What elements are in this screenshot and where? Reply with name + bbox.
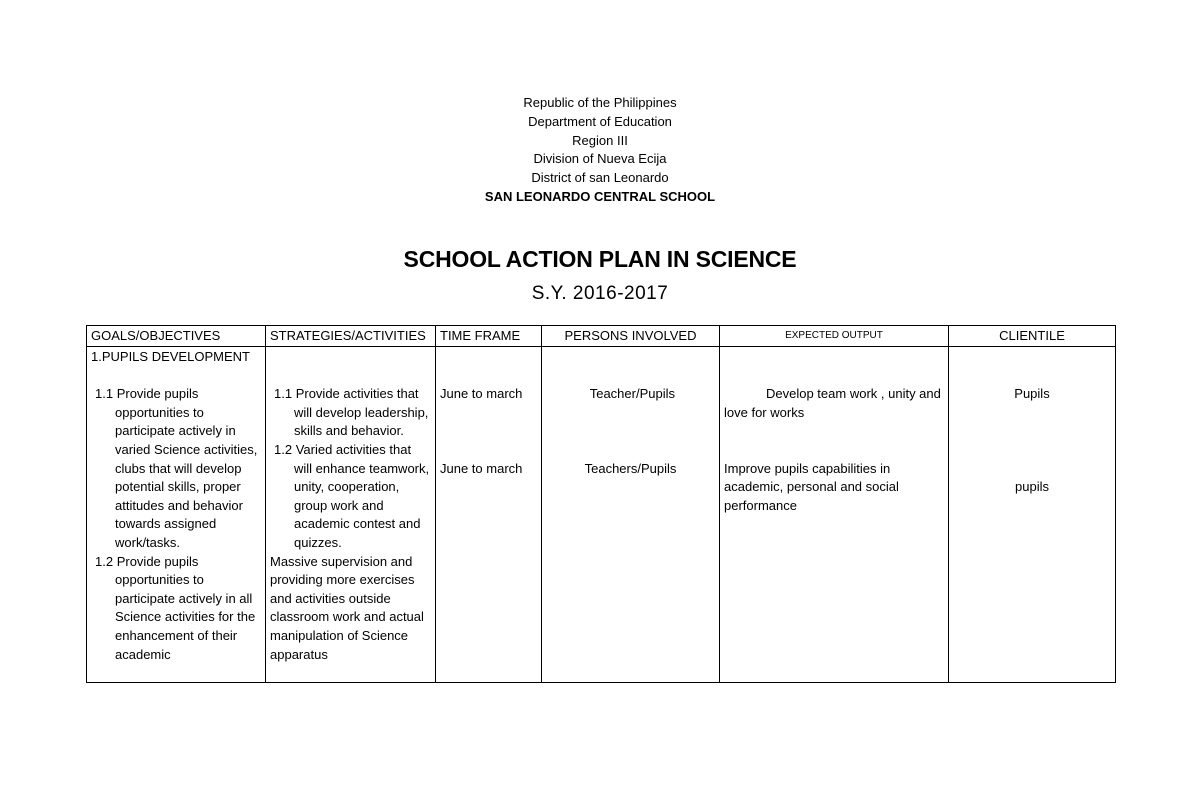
strategy-item-text: Provide activities that will develop leadership, skills and behavior. — [294, 386, 429, 439]
section-heading: 1.PUPILS DEVELOPMENT — [91, 349, 250, 364]
persons-value: Teachers/Pupils — [584, 460, 677, 476]
goal-item-number: 1.1 — [95, 386, 114, 402]
expected-output-value: Improve pupils capabilities in academic, personal and social performance — [724, 460, 899, 513]
goals-cell — [87, 347, 266, 683]
column-header-time-frame: TIME FRAME — [436, 326, 542, 347]
expected-output-cell — [720, 347, 949, 683]
document-header — [0, 94, 1200, 207]
goal-item-text: Provide pupils opportunities to participate actively in varied Science activities, clubs that will develop potential skills, proper attitudes and behavior towards assigned work/tasks. — [115, 386, 258, 550]
header-line: Department of Education — [528, 113, 672, 129]
time-frame-value: June to march — [440, 460, 523, 476]
clientele-value: Pupils — [1014, 386, 1050, 402]
strategy-item-number: 1.2 — [274, 441, 293, 457]
persons-cell — [542, 347, 720, 683]
column-header-goals: GOALS/OBJECTIVES — [87, 326, 266, 347]
strategy-extra: Massive supervision and providing more exercises and activities outside classroom work and actual manipulation of Science apparatus — [270, 553, 424, 662]
table-row — [87, 347, 1116, 683]
action-plan-table — [86, 325, 1116, 683]
strategy-item — [270, 441, 431, 553]
header-line: Division of Nueva Ecija — [533, 151, 667, 167]
school-year: S.Y. 2016-2017 — [531, 283, 669, 304]
time-frame-cell — [436, 347, 542, 683]
time-frame-value: June to march — [440, 386, 523, 402]
column-header-clientele: CLIENTILE — [949, 326, 1116, 347]
expected-output-value: Develop team work , unity and love for works — [724, 386, 941, 420]
column-header-persons: PERSONS INVOLVED — [542, 326, 720, 347]
table-header-row — [87, 326, 1116, 347]
school-name: SAN LEONARDO CENTRAL SCHOOL — [484, 188, 716, 204]
clientele-cell — [949, 347, 1116, 683]
column-header-strategies: STRATEGIES/ACTIVITIES — [266, 326, 436, 347]
header-line: Republic of the Philippines — [523, 95, 677, 110]
goal-item-text: Provide pupils opportunities to participate actively in all Science activities for the enhancement of their academic — [115, 553, 256, 662]
persons-value: Teacher/Pupils — [589, 386, 675, 402]
goal-item — [91, 553, 261, 665]
strategy-item-text: Varied activities that will enhance teamwork, unity, cooperation, group work and academic contest and quizzes. — [294, 441, 430, 550]
clientele-value: pupils — [1015, 479, 1049, 495]
document-title: SCHOOL ACTION PLAN IN SCIENCE — [403, 246, 797, 272]
strategy-item — [270, 385, 431, 441]
header-line: Region III — [572, 132, 628, 148]
goal-item-number: 1.2 — [95, 553, 114, 569]
strategy-item-number: 1.1 — [274, 386, 293, 402]
header-line: District of san Leonardo — [531, 170, 669, 186]
goal-item — [91, 385, 261, 552]
column-header-expected-output: EXPECTED OUTPUT — [720, 326, 949, 347]
strategies-cell — [266, 347, 436, 683]
